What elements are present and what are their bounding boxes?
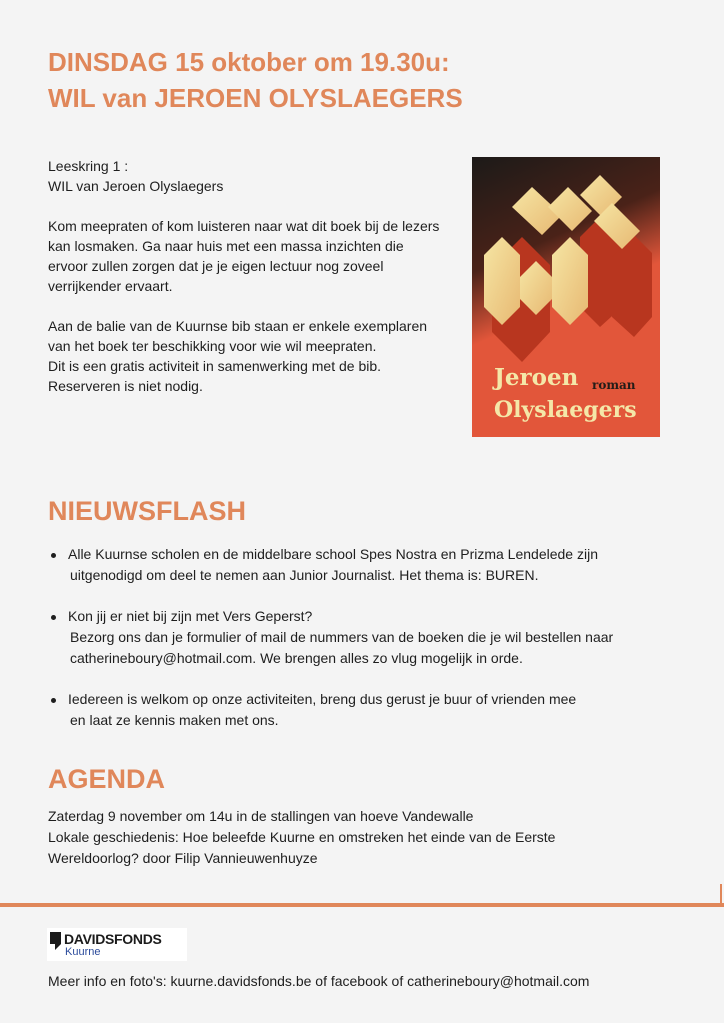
footer-divider	[0, 903, 724, 907]
news-item-line: Iedereen is welkom op onze activiteiten, breng dus gerust je buur of vrienden mee	[68, 691, 577, 707]
logo-sub: Kuurne	[65, 946, 101, 958]
bullet-icon	[51, 615, 56, 620]
cover-genre: roman	[592, 378, 636, 392]
agenda-line: Wereldoorlog? door Filip Vannieuwenhuyze	[48, 850, 318, 866]
intro-paragraph-2a: Aan de balie van de Kuurnse bib staan er enkele exemplaren van het boek ter beschikking voor wie wil meepraten.	[48, 318, 428, 354]
news-heading: NIEUWSFLASH	[48, 496, 246, 526]
bullet-icon	[51, 553, 56, 558]
event-headline	[48, 44, 463, 116]
headline-title: WIL van JEROEN OLYSLAEGERS	[48, 83, 463, 113]
news-item-line: uitgenodigd om deel te nemen aan Junior Journalist. Het thema is: BUREN.	[70, 567, 539, 583]
agenda-line: Zaterdag 9 november om 14u in de stallingen van hoeve Vandewalle	[48, 808, 474, 824]
intro-label-line2: WIL van Jeroen Olyslaegers	[48, 178, 224, 194]
news-item-line: Alle Kuurnse scholen en de middelbare school Spes Nostra en Prizma Lendelede zijn	[68, 546, 598, 562]
book-cover-image	[472, 157, 660, 437]
cover-author-last: Olyslaegers	[494, 397, 637, 423]
news-list	[48, 544, 688, 751]
news-item-line: catherineboury@hotmail.com. We brengen alles zo vlug mogelijk in orde.	[70, 650, 523, 666]
davidsfonds-logo	[47, 928, 187, 961]
intro-paragraph-2c: Reserveren is niet nodig.	[48, 378, 203, 394]
news-item	[48, 689, 688, 731]
agenda-heading: AGENDA	[48, 764, 166, 794]
davidsfonds-mark-icon	[50, 932, 61, 950]
event-description	[48, 156, 440, 416]
cover-author-first: Jeroen	[494, 364, 579, 391]
intro-label	[48, 156, 440, 196]
intro-paragraph-1: Kom meepraten of kom luisteren naar wat dit boek bij de lezers kan losmaken. Ga naar huis met een massa inzichten die ervoor zullen zorgen dat je je eigen lectuur nog zoveel verrijkender ervaart.	[48, 218, 440, 294]
news-item-line: Kon jij er niet bij zijn met Vers Geperst?	[68, 608, 313, 624]
news-item	[48, 606, 688, 669]
intro-paragraph-2	[48, 316, 440, 396]
intro-label-line1: Leeskring 1 :	[48, 158, 129, 174]
bullet-icon	[51, 698, 56, 703]
agenda-line: Lokale geschiedenis: Hoe beleefde Kuurne en omstreken het einde van de Eerste	[48, 829, 556, 845]
agenda-entry	[48, 806, 648, 869]
news-item-line: Bezorg ons dan je formulier of mail de nummers van de boeken die je wil bestellen naar	[70, 629, 614, 645]
news-item	[48, 544, 688, 586]
logo-name: DAVIDSFONDS	[64, 931, 162, 947]
headline-date: DINSDAG 15 oktober om 19.30u:	[48, 47, 450, 77]
footer-info: Meer info en foto's: kuurne.davidsfonds.be of facebook of catherineboury@hotmail.com	[48, 973, 590, 989]
footer-divider-tick	[720, 884, 722, 907]
intro-paragraph-2b: Dit is een gratis activiteit in samenwerking met de bib.	[48, 358, 382, 374]
news-item-line: en laat ze kennis maken met ons.	[70, 712, 279, 728]
